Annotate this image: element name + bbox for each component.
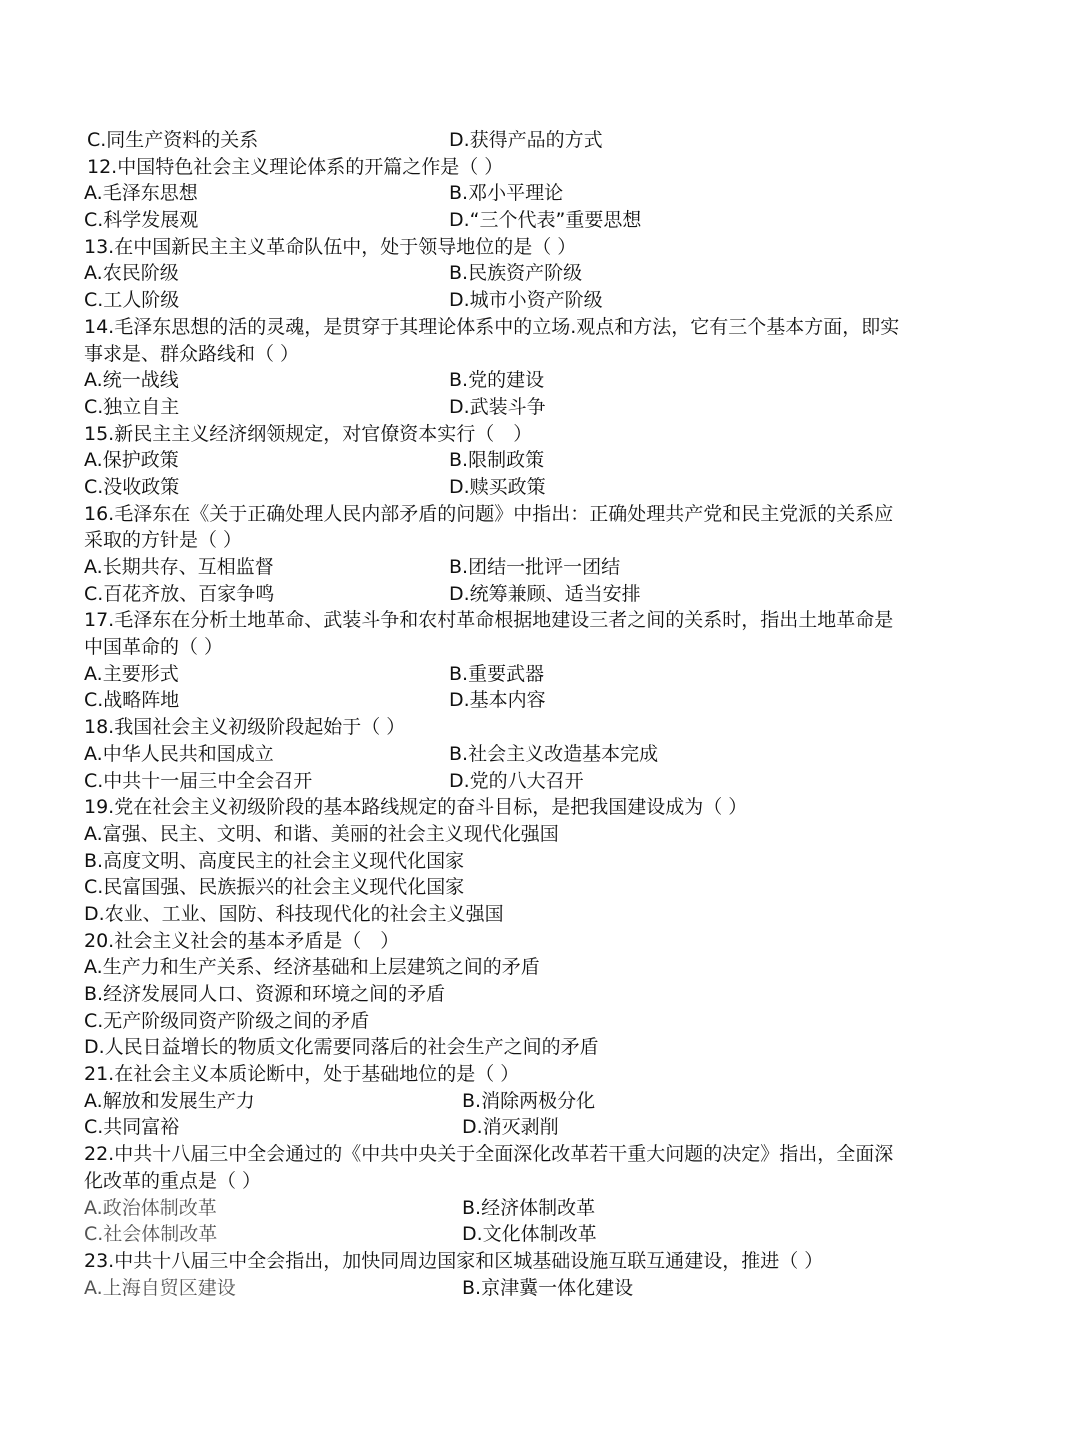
q14-stem-line1: 14.毛泽东思想的活的灵魂，是贯穿于其理论体系中的立场.观点和方法，它有三个基本方面，即实 (84, 315, 900, 338)
q15-options-cd (0, 474, 1080, 501)
q20-stem: 20.社会主义社会的基本矛盾是（ ） (84, 929, 400, 952)
q11-option-d: D.获得产品的方式 (449, 129, 603, 151)
q13-stem: 13.在中国新民主主义革命队伍中，处于领导地位的是（ ） (84, 235, 577, 258)
q21-options-cd (0, 1114, 1080, 1141)
q17-option-d: D.基本内容 (449, 689, 546, 712)
q15-stem: 15.新民主主义经济纲领规定，对官僚资本实行（ ） (84, 422, 533, 445)
q21-option-d: D.消灭剥削 (462, 1116, 559, 1139)
q12-option-c: C.科学发展观 (84, 209, 199, 232)
q18-option-a: A.中华人民共和国成立 (84, 742, 274, 765)
q15-option-b: B.限制政策 (449, 449, 545, 472)
q22-options-cd (0, 1221, 1080, 1248)
q21-stem: 21.在社会主义本质论断中，处于基础地位的是（ ） (84, 1063, 520, 1086)
exam-page (0, 127, 1080, 1301)
q14-option-c: C.独立自主 (84, 395, 180, 418)
q23-stem: 23.中共十八届三中全会指出，加快同周边国家和区城基础设施互联互通建设，推进（ ） (84, 1249, 824, 1272)
q20-option-c: C.无产阶级同资产阶级之间的矛盾 (84, 1009, 370, 1032)
q22-option-a: A.政治体制改革 (84, 1196, 217, 1219)
q12-stem: 12.中国特色社会主义理论体系的开篇之作是（ ） (87, 155, 504, 178)
q15-option-a: A.保护政策 (84, 449, 179, 472)
q17-stem-line2: 中国革命的（ ） (84, 636, 224, 659)
q16-options-ab (0, 554, 1080, 581)
q16-option-d: D.统筹兼顾、适当安排 (449, 582, 641, 605)
q18-options-cd (0, 768, 1080, 795)
q22-option-d: D.文化体制改革 (462, 1223, 597, 1246)
q12-option-b: B.邓小平理论 (449, 182, 564, 205)
q17-options-ab (0, 661, 1080, 688)
q19-option-b: B.高度文明、高度民主的社会主义现代化国家 (84, 849, 465, 872)
q13-options-cd (0, 287, 1080, 314)
q13-option-a: A.农民阶级 (84, 262, 179, 285)
q19-option-a: A.富强、民主、文明、和谐、美丽的社会主义现代化强国 (84, 822, 559, 845)
q17-option-b: B.重要武器 (449, 662, 545, 685)
q16-stem-line2: 采取的方针是（ ） (84, 529, 243, 552)
q14-option-a: A.统一战线 (84, 369, 179, 392)
q23-options-ab (0, 1275, 1080, 1302)
q14-options-cd (0, 394, 1080, 421)
q16-options-cd (0, 581, 1080, 608)
q21-option-a: A.解放和发展生产力 (84, 1089, 255, 1112)
q15-option-c: C.没收政策 (84, 475, 180, 498)
q23-option-b: B.京津冀一体化建设 (462, 1276, 634, 1299)
q15-options-ab (0, 447, 1080, 474)
q16-stem-line1: 16.毛泽东在《关于正确处理人民内部矛盾的问题》中指出：正确处理共产党和民主党派的关系应 (84, 502, 894, 525)
q11-options-cd (0, 127, 1080, 154)
q13-options-ab (0, 260, 1080, 287)
q17-options-cd (0, 687, 1080, 714)
q17-option-c: C.战略阵地 (84, 689, 180, 712)
q18-option-c: C.中共十一届三中全会召开 (84, 769, 313, 792)
q16-option-c: C.百花齐放、百家争鸣 (84, 582, 275, 605)
q22-option-b: B.经济体制改革 (462, 1196, 596, 1219)
q16-option-b: B.团结一批评一团结 (449, 556, 621, 578)
q12-options-cd (0, 207, 1080, 234)
q12-option-a: A.毛泽东思想 (84, 182, 198, 205)
q18-option-b: B.社会主义改造基本完成 (449, 742, 659, 765)
q13-option-c: C.工人阶级 (84, 289, 180, 312)
q21-option-b: B.消除两极分化 (462, 1089, 596, 1112)
q18-stem: 18.我国社会主义初级阶段起始于（ ） (84, 716, 406, 739)
q18-options-ab (0, 741, 1080, 768)
q11-option-c: C.同生产资料的关系 (87, 129, 259, 151)
q22-stem-line2: 化改革的重点是（ ） (84, 1169, 262, 1192)
q15-option-d: D.赎买政策 (449, 475, 546, 498)
q20-option-d: D.人民日益增长的物质文化需要同落后的社会生产之间的矛盾 (84, 1036, 599, 1059)
q14-options-ab (0, 367, 1080, 394)
q20-option-a: A.生产力和生产关系、经济基础和上层建筑之间的矛盾 (84, 956, 540, 979)
q14-option-b: B.党的建设 (449, 369, 545, 392)
q23-option-a: A.上海自贸区建设 (84, 1276, 236, 1299)
q22-stem-line1: 22.中共十八届三中全会通过的《中共中央关于全面深化改革若干重大问题的决定》指出，全面深 (84, 1143, 894, 1166)
q19-option-c: C.民富国强、民族振兴的社会主义现代化国家 (84, 876, 465, 899)
q17-stem-line1: 17.毛泽东在分析土地革命、武装斗争和农村革命根据地建设三者之间的关系时，指出土地革命是 (84, 609, 894, 632)
q19-option-d: D.农业、工业、国防、科技现代化的社会主义强国 (84, 902, 504, 925)
q17-option-a: A.主要形式 (84, 662, 179, 685)
q12-option-d: D.“三个代表”重要思想 (449, 209, 642, 232)
q16-option-a: A.长期共存、互相监督 (84, 556, 274, 578)
q22-option-c: C.社会体制改革 (84, 1223, 218, 1246)
q21-options-ab (0, 1088, 1080, 1115)
q21-option-c: C.共同富裕 (84, 1116, 180, 1139)
q14-stem-line2: 事求是、群众路线和（ ） (84, 342, 300, 365)
q22-options-ab (0, 1195, 1080, 1222)
q13-option-d: D.城市小资产阶级 (449, 289, 603, 312)
q14-option-d: D.武装斗争 (449, 395, 546, 418)
q18-option-d: D.党的八大召开 (449, 769, 584, 792)
q13-option-b: B.民族资产阶级 (449, 262, 583, 285)
q20-option-b: B.经济发展同人口、资源和环境之间的矛盾 (84, 983, 446, 1005)
q19-stem: 19.党在社会主义初级阶段的基本路线规定的奋斗目标，是把我国建设成为（ ） (84, 796, 748, 819)
q12-options-ab (0, 180, 1080, 207)
